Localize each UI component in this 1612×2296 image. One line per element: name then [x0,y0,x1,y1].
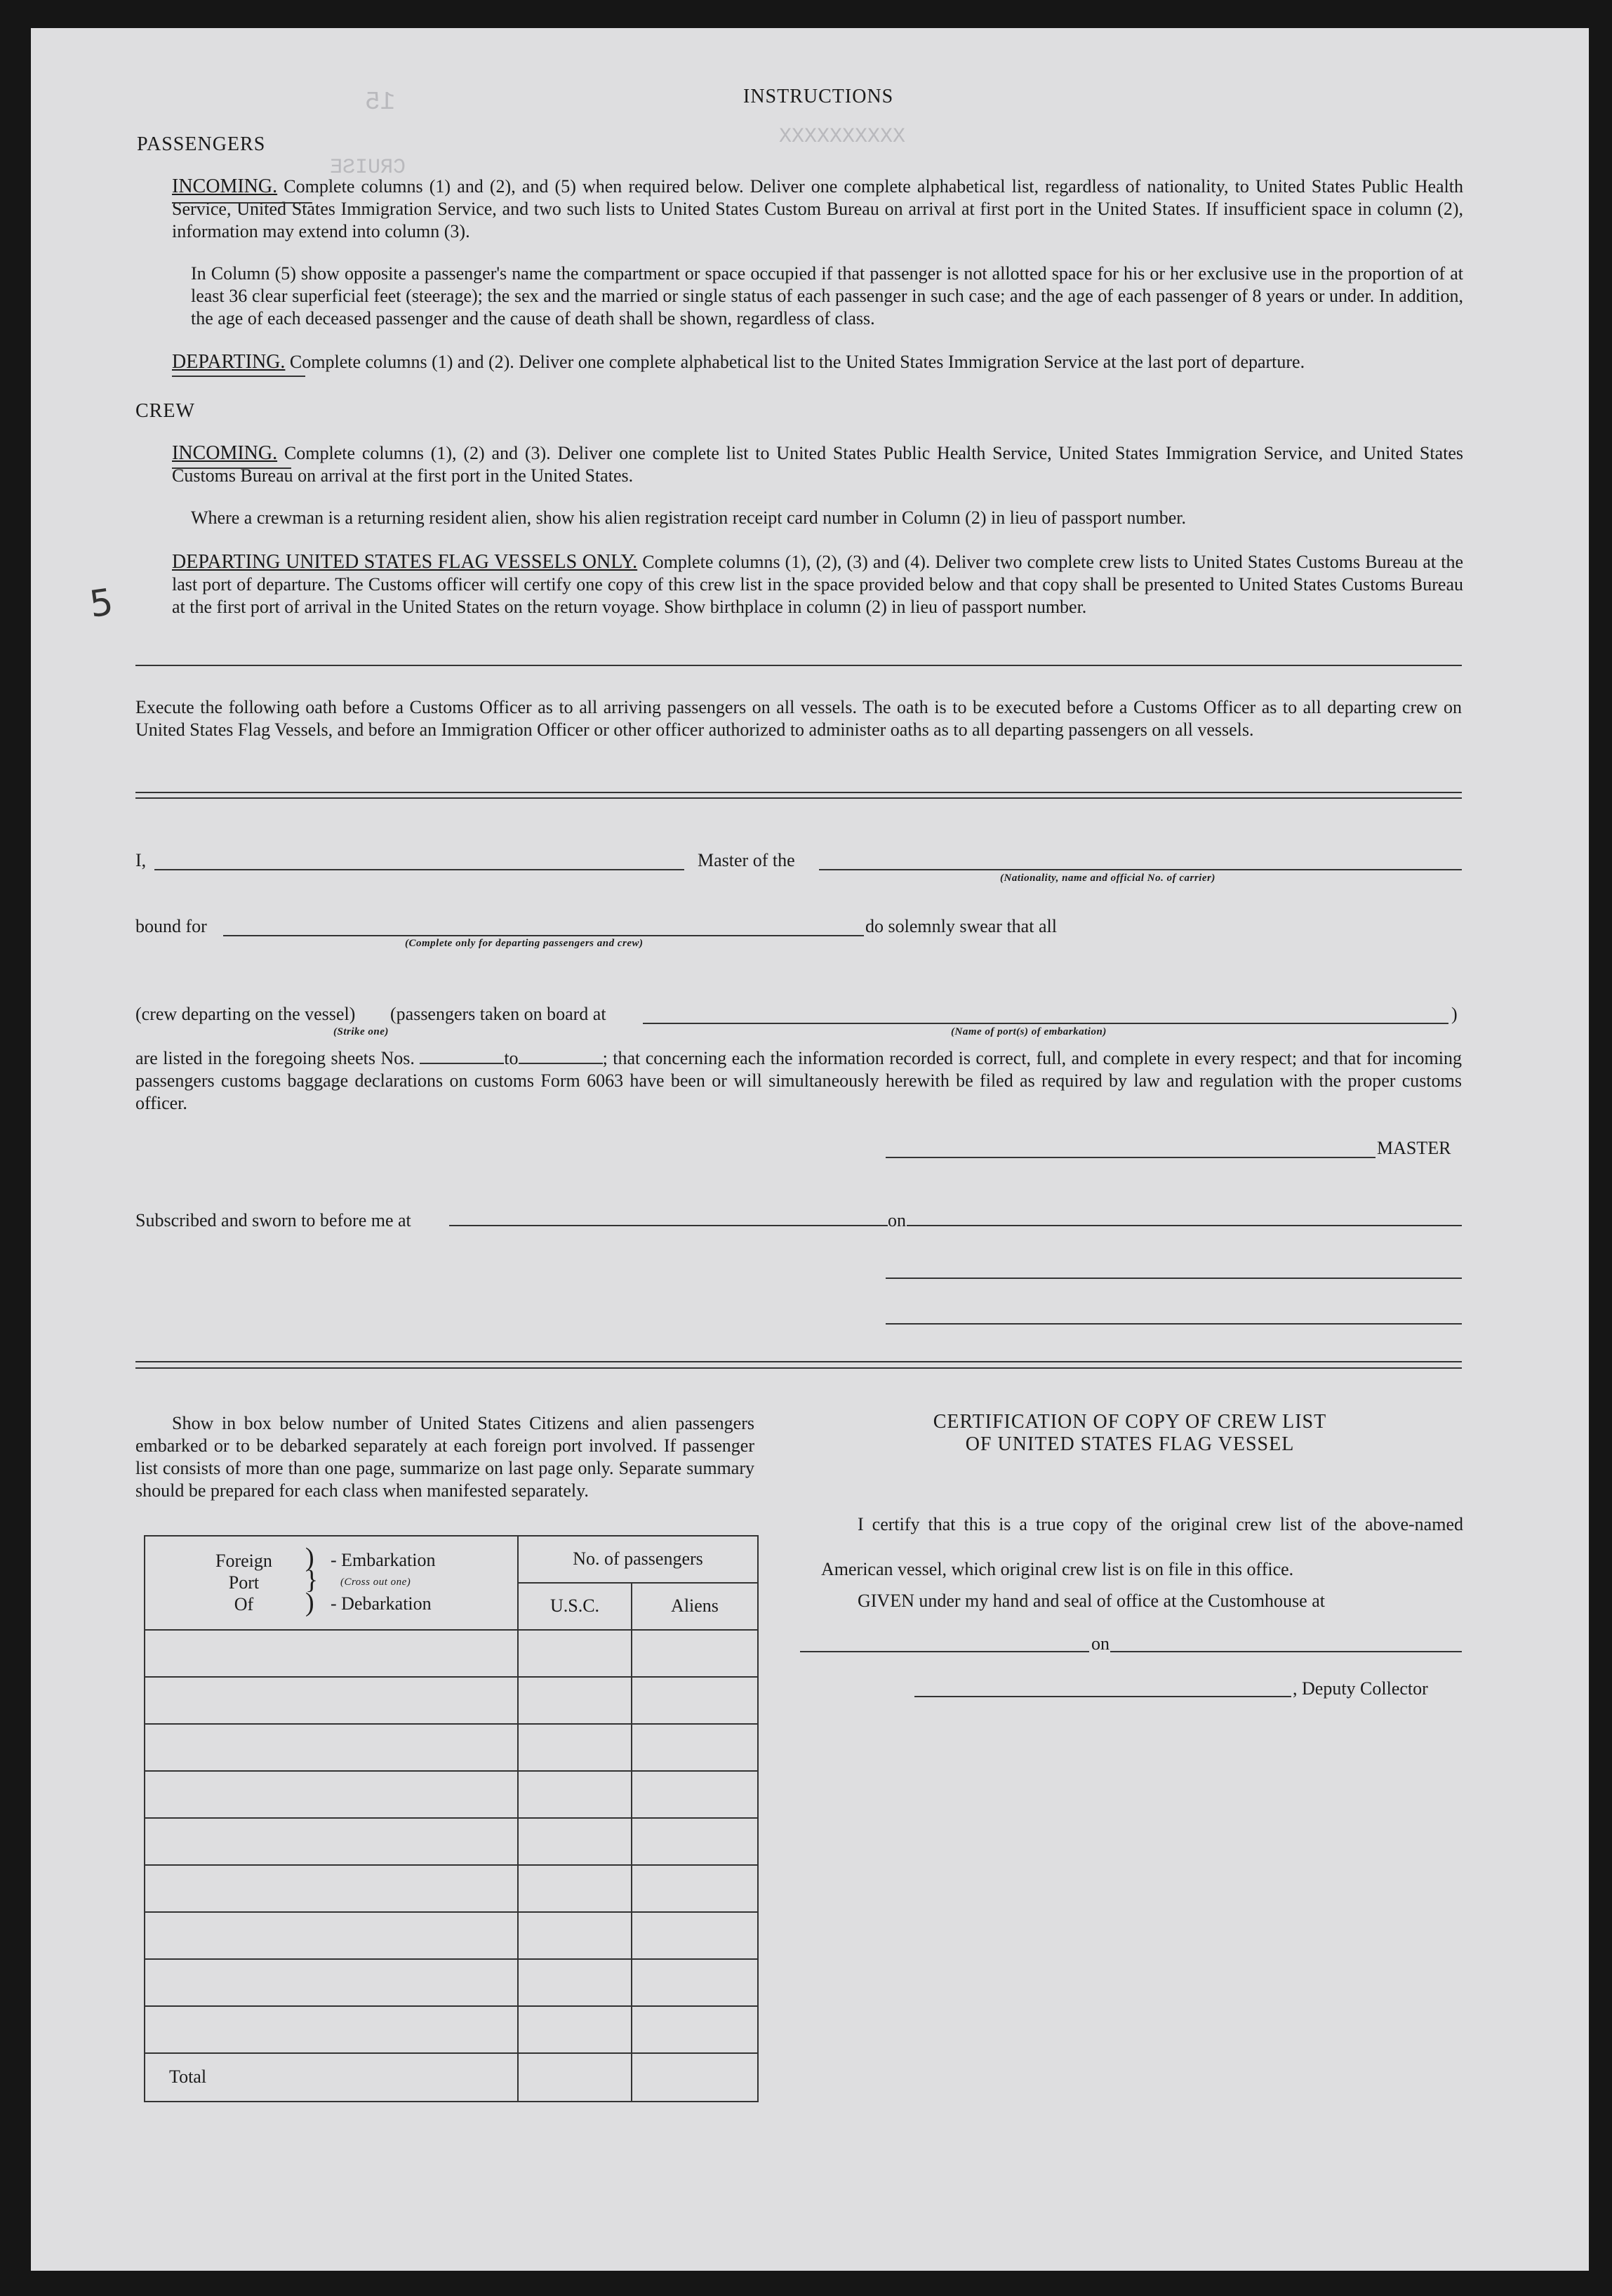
oath-divider-top [135,792,1462,793]
summary-divider-top [135,1361,1462,1362]
port-cell[interactable] [145,1771,518,1818]
aliens-cell[interactable] [632,1771,758,1818]
sheets-prefix: are listed in the foregoing sheets Nos. [135,1048,415,1068]
port-embarkation-field[interactable] [643,1023,1448,1024]
oath-intro: Execute the following oath before a Customs Officer as to all arriving passengers on all vessels. The oath is to be executed before a Customs Officer as to all departing crew on United States Flag Vessels, and before an Immigration Officer or other officer authorized to administer oaths as to all departing passengers on all vessels. [135,697,1462,740]
sworn-on-label: on [888,1210,906,1230]
officer-signature-field[interactable] [886,1278,1462,1279]
crew-incoming-label: INCOMING. [172,442,278,464]
passenger-summary-table [144,1535,759,2102]
port-cell[interactable] [145,2006,518,2053]
port-cell[interactable] [145,1959,518,2006]
sheets-paragraph [135,1047,1462,1115]
oath-divider-bottom [135,797,1462,799]
port-cell[interactable] [145,1677,518,1724]
passengers-incoming-paragraph [172,175,1463,243]
debarkation-label: - Debarkation [331,1593,432,1614]
aliens-cell[interactable] [632,1677,758,1724]
total-label: Total [145,2053,518,2102]
bound-for-label: bound for [135,916,207,936]
aliens-cell[interactable] [632,1912,758,1959]
usc-cell[interactable] [518,1865,632,1912]
usc-cell[interactable] [518,1818,632,1865]
column5-paragraph: In Column (5) show opposite a passenger's name the compartment or space occupied if that passenger is not allotted space for his or her exclusive use in the proportion of at least 36 clear superficial feet (steerage); the sex and the married or single status of each passenger in such case; and the age of each passenger of 8 years or under. In addition, the age of each deceased passenger and the cause of death shall be shown, regardless of class. [191,263,1463,329]
passengers-departing-label: DEPARTING. [172,351,286,373]
port-cell[interactable] [145,1630,518,1677]
master-name-field[interactable] [154,869,684,870]
usc-cell[interactable] [518,1959,632,2006]
carrier-field[interactable] [819,869,1462,870]
aliens-cell[interactable] [632,1818,758,1865]
foreign-port-header [145,1536,518,1630]
sheet-to-field[interactable] [519,1047,603,1064]
aliens-total-cell[interactable] [632,2053,758,2102]
sworn-location-field[interactable] [449,1225,888,1226]
aliens-cell[interactable] [632,1959,758,2006]
usc-header: U.S.C. [518,1583,632,1630]
summary-instructions: Show in box below number of United States Citizens and alien passengers embarked or to be debarked separately at each foreign port involved. If passenger list consists of more than one page, summarize on last page only. Separate summary should be prepared for each class when manifested separately. [135,1413,754,1501]
swear-label: do solemnly swear that all [865,916,1057,936]
usc-total-cell[interactable] [518,2053,632,2102]
passengers-taken-option: (passengers taken on board at [390,1004,606,1024]
bleed-cruise: CRUISE [330,156,406,180]
section-divider [135,665,1462,666]
brace-icon: ) } ) [305,1542,319,1617]
certification-place-field[interactable] [800,1651,1089,1652]
subscribed-label: Subscribed and sworn to before me at [135,1210,411,1230]
deputy-signature-field[interactable] [914,1696,1291,1697]
sworn-date-field[interactable] [907,1225,1462,1226]
bleed-mark: XXXXXXXXXX [779,125,906,149]
deputy-collector-label: , Deputy Collector [1293,1678,1428,1699]
of-label: Of [234,1593,254,1614]
foreign-label: Foreign [215,1550,272,1571]
handwritten-margin-mark: 5 [86,580,116,627]
crew-incoming-text: Complete columns (1), (2) and (3). Deliver one complete list to United States Public Health Service, United States Immigration Service, and United States Customs Bureau on arrival at the first port in the United States. [172,443,1463,486]
crew-departing-text: Complete columns (1), (2), (3) and (4). Deliver two complete crew lists to United States Customs Bureau at the last port of departure. The Customs officer will certify one copy of this crew list in the space provided below and that copy shall be presented to United States Customs Bureau at the first port of arrival in the United States on the return voyage. Show birthplace in column (2) in lieu of passport number. [172,552,1463,617]
bound-for-caption: (Complete only for departing passengers and crew) [405,938,644,949]
crew-resident-paragraph: Where a crewman is a returning resident alien, show his alien registration receipt card number in Column (2) in lieu of passport number. [191,507,1187,528]
passengers-incoming-text: Complete columns (1) and (2), and (5) when required below. Deliver one complete alphabetical list, regardless of nationality, to United States Public Health Service, United States Immigration Service, and two such lists to United States Custom Bureau on arrival at first port in the United States. If insufficient space in column (2), information may extend into column (3). [172,176,1464,241]
no-of-passengers-header: No. of passengers [518,1536,758,1583]
oath-i-label: I, [135,850,147,870]
crew-departing-paragraph [172,551,1463,618]
officer-title-field[interactable] [886,1323,1462,1325]
cross-out-caption: (Cross out one) [340,1576,411,1588]
aliens-cell[interactable] [632,1724,758,1771]
master-of-label: Master of the [698,850,795,870]
usc-cell[interactable] [518,1912,632,1959]
crew-departing-label: DEPARTING UNITED STATES FLAG VESSELS ONLY. [172,551,638,573]
incoming-underline [172,202,312,204]
certification-date-field[interactable] [1110,1651,1462,1652]
nationality-caption: (Nationality, name and official No. of carrier) [1000,872,1215,884]
port-cell[interactable] [145,1912,518,1959]
embarkation-label: - Embarkation [331,1549,436,1570]
port-caption: (Name of port(s) of embarkation) [951,1026,1107,1037]
bound-for-field[interactable] [223,935,864,936]
page-title: INSTRUCTIONS [743,86,894,107]
port-cell[interactable] [145,1818,518,1865]
usc-cell[interactable] [518,1677,632,1724]
aliens-cell[interactable] [632,2006,758,2053]
aliens-header: Aliens [632,1583,758,1630]
summary-divider-bottom [135,1367,1462,1369]
certification-title-line1: CERTIFICATION OF COPY OF CREW LIST [933,1411,1327,1433]
close-paren: ) [1451,1004,1458,1024]
port-label: Port [228,1572,260,1593]
master-signature-field[interactable] [886,1157,1375,1158]
usc-cell[interactable] [518,1771,632,1818]
passengers-heading: PASSENGERS [137,133,266,155]
strike-caption: (Strike one) [333,1026,389,1037]
passengers-departing-paragraph [172,351,1463,373]
certification-statement: I certify that this is a true copy of the original crew list of the above-named American vessel, which original crew list is on file in this office. [821,1514,1463,1579]
certification-title [800,1411,1460,1456]
crew-incoming-paragraph [172,442,1463,487]
usc-cell[interactable] [518,1630,632,1677]
port-cell[interactable] [145,1724,518,1771]
sheet-from-field[interactable] [420,1047,504,1064]
crew-incoming-underline [172,467,291,469]
crew-heading: CREW [135,400,195,422]
usc-cell[interactable] [518,1724,632,1771]
aliens-cell[interactable] [632,1630,758,1677]
crew-departing-option: (crew departing on the vessel) [135,1004,356,1024]
departing-underline [172,376,305,377]
certification-title-line2: OF UNITED STATES FLAG VESSEL [965,1433,1295,1455]
master-label: MASTER [1377,1138,1451,1158]
certification-on-label: on [1091,1633,1110,1654]
given-statement: GIVEN under my hand and seal of office at the Customhouse at [858,1591,1325,1611]
port-cell[interactable] [145,1865,518,1912]
passengers-incoming-label: INCOMING. [172,175,278,197]
usc-cell[interactable] [518,2006,632,2053]
aliens-cell[interactable] [632,1865,758,1912]
passengers-departing-text: Complete columns (1) and (2). Deliver one complete alphabetical list to the United States Immigration Service at the last port of departure. [289,352,1305,372]
bleed-number: 15 [365,88,396,117]
sheets-rest: ; that concerning each the information recorded is correct, full, and complete in every respect; and that for incoming passengers customs baggage declarations on customs Form 6063 have been or will simultaneously herewith be filed as required by law and regulation with the proper customs officer. [135,1048,1462,1113]
sheets-to: to [504,1048,519,1068]
